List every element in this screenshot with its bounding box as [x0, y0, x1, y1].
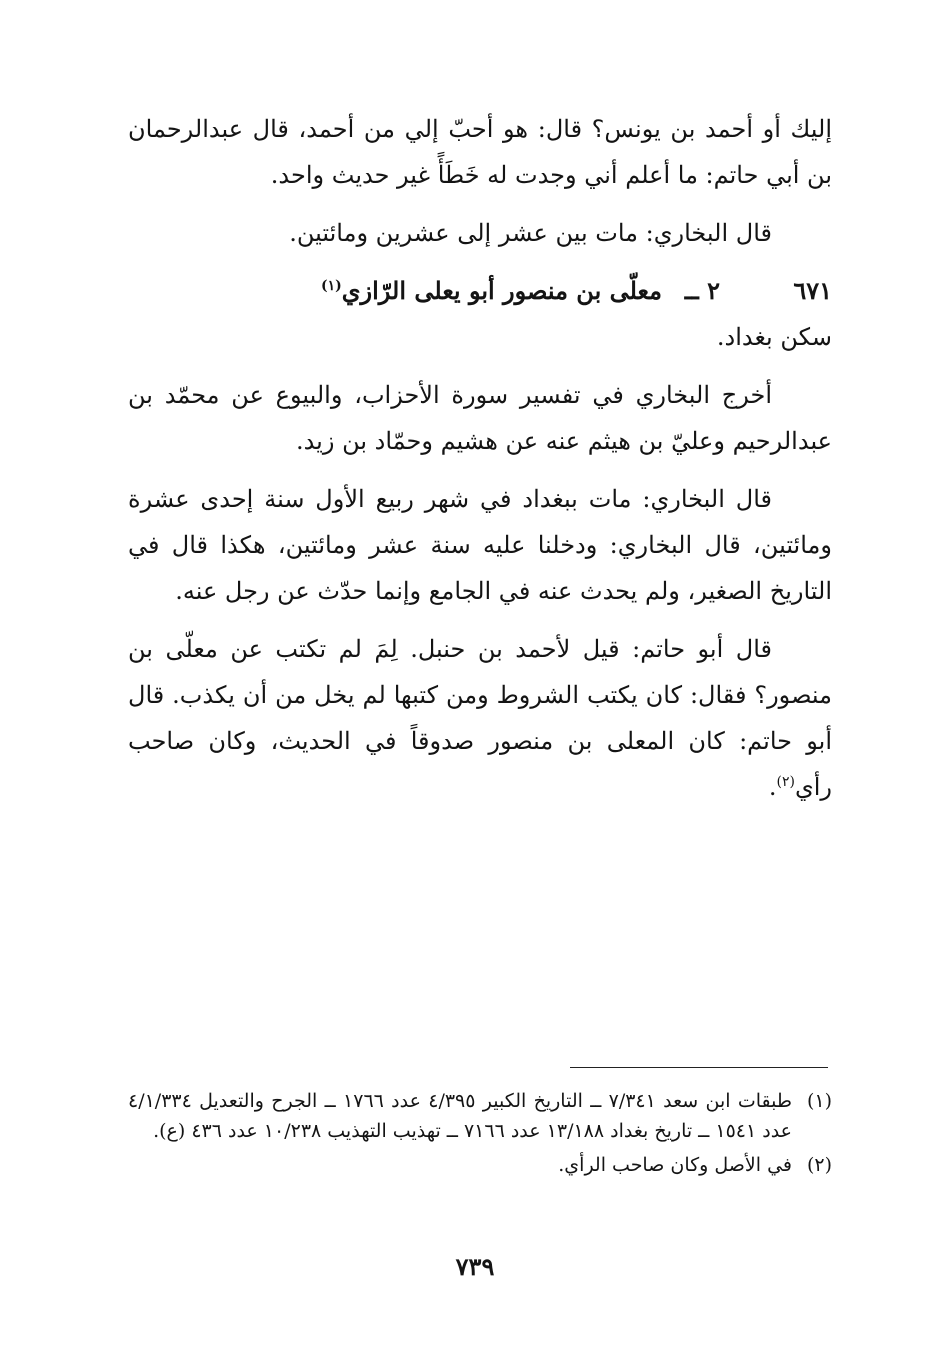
- paragraph-bukhari-narration: أخرج البخاري في تفسير سورة الأحزاب، والبيوع عن محمّد بن عبدالرحيم وعليّ بن هيثم عنه عن هشيم وحمّاد بن زيد.: [128, 381, 832, 455]
- paragraph-bukhari-death: قال البخاري: مات ببغداد في شهر ربيع الأول سنة إحدى عشرة ومائتين، قال البخاري: ودخلنا عليه سنة عشر ومائتين، هكذا قال في التاريخ الصغير، ولم يحدث عنه في الجامع وإنما حدّث عن رجل عنه.: [128, 485, 832, 605]
- page-number: ٧٣٩: [455, 1252, 495, 1281]
- footnote-text-2: في الأصل وكان صاحب الرأي.: [558, 1154, 792, 1176]
- footnote-divider: [570, 1067, 828, 1068]
- paragraph-death-date: قال البخاري: مات بين عشر إلى عشرين ومائتين.: [289, 219, 772, 247]
- footnote-1: [128, 1086, 832, 1146]
- footnote-ref-2: (٢): [776, 774, 795, 790]
- paragraph-continuation: إليك أو أحمد بن يونس؟ قال: هو أحبّ إلي من أحمد، قال عبدالرحمان بن أبي حاتم: ما أعلم أني وجدت له خَطَأً غير حديث واحد.: [128, 115, 832, 189]
- footnote-mark-2: (٢): [806, 1154, 832, 1176]
- footnote-mark-1: (١): [806, 1090, 832, 1112]
- entry-name: [321, 268, 662, 314]
- paragraph-residence: سكن بغداد.: [716, 323, 832, 351]
- footnote-ref-1: (١): [320, 278, 342, 294]
- paragraph-abu-hatim: [128, 626, 832, 810]
- footnotes: [128, 1086, 832, 1184]
- entry-number: ٦٧١: [793, 276, 832, 305]
- entry-name-text: معلّى بن منصور أبو يعلى الرّازي: [341, 276, 662, 305]
- paragraph-abu-hatim-text: قال أبو حاتم: قيل لأحمد بن حنبل. لِمَ لم تكتب عن معلّى بن منصور؟ فقال: كان يكتب الشروط ومن كتبها لم يخل من أن يكذب. قال أبو حاتم: كان المعلى بن منصور صدوقاً في الحديث، وكان صاحب رأي: [128, 635, 832, 801]
- footnote-text-1: طبقات ابن سعد ٧/٣٤١ ــ التاريخ الكبير ٤/٣٩٥ عدد ١٧٦٦ ــ الجرح والتعديل ٤/١/٣٣٤ عدد ١٥٤١ ــ تاريخ بغداد ١٣/١٨٨ عدد ٧١٦٦ ــ تهذيب التهذيب ١٠/٢٣٨ عدد ٤٣٦ (ع).: [128, 1090, 792, 1142]
- main-text: [128, 106, 832, 822]
- footnote-2: [128, 1150, 832, 1180]
- paragraph-abu-hatim-end: .: [768, 773, 777, 801]
- entry-heading: [128, 268, 832, 314]
- entry-sub-number: ٢ ــ: [684, 276, 720, 305]
